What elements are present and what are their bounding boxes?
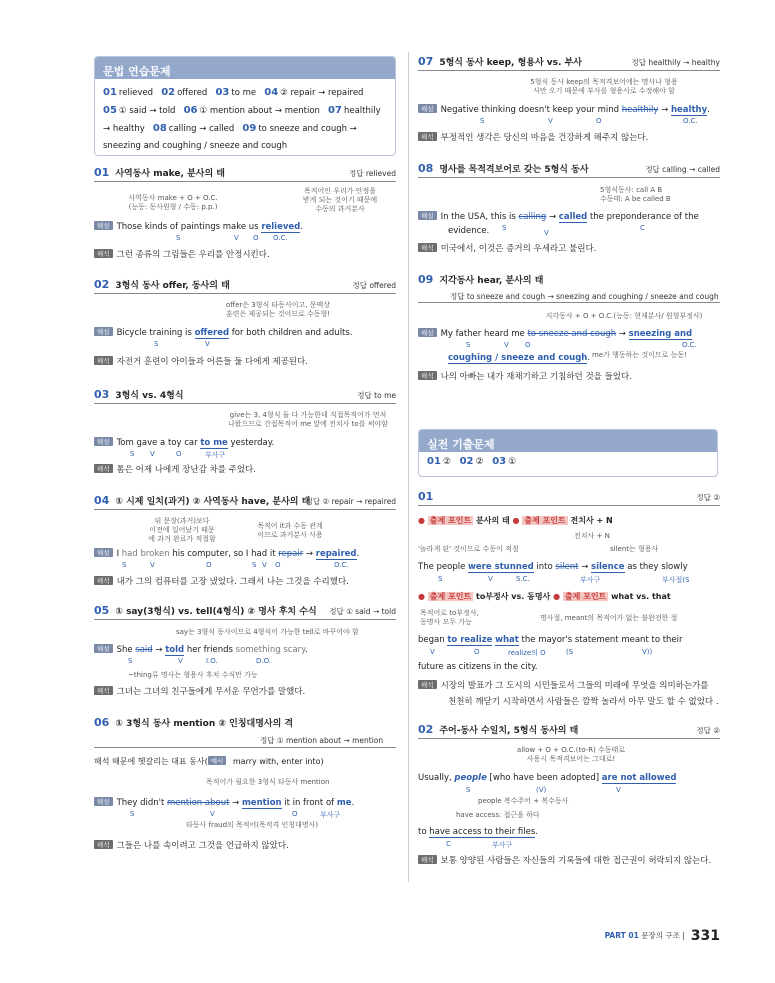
q03-answer: 정답 to me <box>357 391 396 400</box>
pin-icon: ● <box>418 592 425 601</box>
q04-translation: 해석 내가 그의 컴퓨터를 고장 냈었다. 그래서 나는 그것을 수리했다. <box>94 575 349 587</box>
practice-answers <box>95 79 395 156</box>
q03-note: give는 3, 4형식 둘 다 가능한데 직접목적어가 먼저 나왔으므로 간접목적어 me 앞에 전치사 to를 써야함 <box>228 411 388 428</box>
q01-note1: 사역동사 make + O + O.C. (능동: 동사원형 / 수동: p.p.) <box>128 194 218 211</box>
q06-rule <box>94 747 396 748</box>
q04-rule <box>94 509 396 510</box>
r02-note-b: people 복수주어 + 복수동사 <box>478 797 569 805</box>
q07-s: S <box>480 117 485 125</box>
q06-answer: 정답 ① mention about → mention <box>260 736 384 745</box>
q08-sentence: 해설 In the USA, this is calling → called the preponderance of the <box>418 211 699 222</box>
q09-v: V <box>504 341 509 349</box>
q04-s2: S <box>252 561 257 569</box>
q03-rule <box>94 403 396 404</box>
q04-oc: O.C. <box>334 561 349 569</box>
r01-points-a: ● 출제 포인트 분사의 태 ● 출제 포인트 전치사 + N <box>418 516 613 525</box>
q08-header: 08 명사를 목적격보어로 갖는 5형식 동사 정답 calling → called <box>418 162 720 175</box>
q05-answer: 정답 ① said → told <box>329 607 396 616</box>
q05-note: say는 3형식 동사이므로 4형식이 가능한 tell로 바꾸어야 함 <box>176 628 359 636</box>
r01-header: 01 정답 ② <box>418 490 720 503</box>
page-number: 331 <box>690 928 720 944</box>
practice-answers-line1: 01 relieved 02 offered 03 to me 04 ② repair → repaired <box>103 87 364 98</box>
q04-answer: 정답 ② repair → repaired <box>305 497 396 506</box>
r02-answer: 정답 ② <box>696 726 720 735</box>
r01-sentence3: future as citizens in the city. <box>418 662 538 672</box>
q06-translation: 해석 그들은 나를 속이려고 그것을 언급하지 않았다. <box>94 839 289 851</box>
r01-s2: (S <box>566 648 574 656</box>
q08-answer: 정답 calling → called <box>645 165 720 174</box>
q08-v: V <box>544 229 549 237</box>
column-divider <box>408 52 409 882</box>
q06-intro: 해석 때문에 헷갈리는 대표 동사( 예시 marry with, enter into) <box>94 757 324 766</box>
r02-v-paren: (V) <box>536 786 547 794</box>
r01-v2: V <box>430 648 435 656</box>
r01-o2: O <box>474 648 480 656</box>
q02-header: 02 3형식 동사 offer, 동사의 태 정답 offered <box>94 278 396 291</box>
q05-v: V <box>178 657 183 665</box>
q01-oc: O.C. <box>273 234 288 242</box>
q01-header: 01 사역동사 make, 분사의 태 정답 relieved <box>94 166 396 179</box>
r01-realize-o: realize의 O <box>508 649 546 657</box>
q02-s: S <box>154 340 159 348</box>
r02-adv: 부사구 <box>492 841 513 849</box>
q02-sentence: 해설 Bicycle training is offered for both children and adults. <box>94 327 353 338</box>
q09-sentence: 해설 My father heard me to sneeze and cough → sneezing and <box>418 328 692 339</box>
r01-sentence2: began to realize what the mayor's statement meant to their <box>418 635 683 645</box>
q05-sentence: 해설 She said → told her friends something scary. <box>94 644 308 655</box>
q07-rule <box>418 70 720 71</box>
q09-s: S <box>466 341 471 349</box>
q08-sentence-line2: evidence. <box>448 226 490 236</box>
q09-translation: 해석 나의 아빠는 내가 재채기하고 기침하던 것을 들었다. <box>418 370 632 382</box>
q09-rule <box>418 302 720 303</box>
practice-title: 문법 연습문제 <box>95 57 395 79</box>
q06-note-below: 타동사 fraud의 목적어(목적격 인칭대명사) <box>186 821 319 829</box>
pin-icon: ● <box>512 516 520 525</box>
r01-v3: V)) <box>642 648 653 656</box>
q04-v1: V <box>150 561 155 569</box>
r02-sentence2: to have access to their files. <box>418 827 538 837</box>
q02-translation: 해석 자전거 훈련이 아이들과 어른들 둘 다에게 제공된다. <box>94 355 308 367</box>
q04-o1: O <box>206 561 212 569</box>
q06-o: O <box>292 810 298 818</box>
r01-points-b: ● 출제 포인트 to부정사 vs. 동명사 ● 출제 포인트 what vs. that <box>418 592 671 601</box>
q02-note: offer은 3형식 타동사이고, 문맥상 훈련은 제공되는 것이므로 수동형! <box>225 301 331 318</box>
q07-v: V <box>548 117 553 125</box>
pin-icon: ● <box>418 516 425 525</box>
q02-rule <box>94 293 396 294</box>
q06-sentence: 해설 They didn't mention about → mention it in front of me. <box>94 797 354 808</box>
r02-c: C <box>446 840 451 848</box>
q07-answer: 정답 healthily → healthy <box>631 58 720 67</box>
q07-o: O <box>596 117 602 125</box>
r02-rule <box>418 738 720 739</box>
r01-adv: 부사구 <box>580 576 601 584</box>
q07-sentence: 해설 Negative thinking doesn't keep your mind healthily → healthy. <box>418 104 710 115</box>
q02-v: V <box>205 340 210 348</box>
r02-note-a: allow + O + O.C.(to-R) 수동태로 사용시 목적격보어는 그대로! <box>516 746 626 763</box>
q01-o: O <box>253 234 259 242</box>
r01-note-a: '놀라게 된' 것이므로 수동이 적절 <box>418 545 519 553</box>
q05-do: D.O. <box>256 657 272 665</box>
q01-sentence: 해설 Those kinds of paintings make us relieved. <box>94 221 303 232</box>
q01-rule <box>94 181 396 182</box>
q08-c: C <box>640 224 645 232</box>
q06-v: V <box>210 810 215 818</box>
practice-answer-box <box>94 56 396 156</box>
r01-advclause: 부사절(S <box>662 576 690 584</box>
r02-v: V <box>616 786 621 794</box>
q07-translation: 해석 부정적인 생각은 당신의 마음을 건강하게 해주지 않는다. <box>418 131 648 143</box>
real-exam-answers: 01 ② 02 ② 03 ① <box>427 456 517 467</box>
q04-header: 04 ① 시제 일치(과거) ② 사역동사 have, 분사의 태 정답 ② repair → repaired <box>94 494 396 507</box>
q01-s: S <box>176 234 181 242</box>
q05-io: I.O. <box>206 657 218 665</box>
practice-answers-line3: → healthy 08 calling → called 09 to sneeze and cough → <box>103 123 357 134</box>
q05-s: S <box>128 657 133 665</box>
r01-translation-1: 해석 시장의 발표가 그 도시의 시민들로서 그들의 미래에 무엇을 의미하는가를 <box>418 679 709 691</box>
q07-note: 5형식 동사 keep의 목적격보어에는 명사나 형용 사만 오기 때문에 부사를 형용사로 수정해야 함 <box>530 78 678 95</box>
q01-note2: 목적어인 우리가 안정을 받게 되는 것이기 때문에 수동의 과거분사 <box>302 187 378 213</box>
practice-answers-line2: 05 ① said → told 06 ① mention about → mention 07 healthily <box>103 105 381 116</box>
r02-sentence: Usually, people [who have been adopted] are not allowed <box>418 773 677 783</box>
q04-note2: 목적어 it과 수동 관계 이므로 과거분사 사용 <box>257 522 323 539</box>
q07-oc: O.C. <box>683 117 698 125</box>
q04-sentence: 해설 I had broken his computer, so I had it repair → repaired. <box>94 548 359 559</box>
r01-v: V <box>488 575 493 583</box>
r01-note-e: 명사절, meant의 목적어가 없는 불완전한 절 <box>540 614 678 622</box>
r02-s: S <box>466 786 471 794</box>
q06-adv: 부사구 <box>320 811 341 819</box>
q09-oc: O.C. <box>682 341 697 349</box>
r01-s: S <box>438 575 443 583</box>
q01-v: V <box>234 234 239 242</box>
real-exam-title: 실전 기출문제 <box>419 430 717 452</box>
q09-sentence-line2: coughing / sneeze and cough. <box>448 353 591 363</box>
r01-note-b: 전치사 + N <box>574 532 610 540</box>
r02-note-c: have access: 접근을 하다 <box>456 811 540 819</box>
q08-rule <box>418 177 720 178</box>
r01-sentence: The people were stunned into silent → silence as they slowly <box>418 562 688 572</box>
q09-note-side: me가 행동하는 것이므로 능동! <box>592 351 687 359</box>
q05-rule <box>94 619 396 620</box>
q06-note: 목적어가 필요한 3형식 타동사 mention <box>206 778 330 786</box>
r01-sc: S.C. <box>516 575 530 583</box>
r02-header: 02 주어-동사 수일치, 5형식 동사의 태 정답 ② <box>418 723 720 736</box>
q06-s: S <box>130 810 135 818</box>
r01-note-c: silent는 형용사 <box>610 545 659 553</box>
q04-note1: 뒤 문장(과거)보다 이전에 일어났기 때문 에 과거 완료가 적절함 <box>148 517 216 543</box>
practice-answers-line4: sneezing and coughing / sneeze and cough <box>103 141 288 151</box>
q09-header: 09 지각동사 hear, 분사의 태 <box>418 273 544 286</box>
q06-header: 06 ① 3형식 동사 mention ② 인칭대명사의 격 <box>94 716 294 729</box>
q07-header: 07 5형식 동사 keep, 형용사 vs. 부사 정답 healthily → healthy <box>418 55 720 68</box>
r01-answer: 정답 ② <box>696 493 720 502</box>
q03-header: 03 3형식 vs. 4형식 정답 to me <box>94 388 396 401</box>
q09-o: O <box>525 341 531 349</box>
q05-translation: 해석 그녀는 그녀의 친구들에게 무서운 무언가를 말했다. <box>94 685 305 697</box>
q08-translation: 해석 미국에서, 이것은 증거의 우세라고 불린다. <box>418 242 596 254</box>
pin-icon: ● <box>553 592 561 601</box>
r01-note-d: 목적어로 to부정사, 동명사 모두 가능 <box>420 609 479 626</box>
q03-v: V <box>150 450 155 458</box>
q01-translation: 해석 그런 종류의 그림들은 우리를 안정시킨다. <box>94 248 270 260</box>
q05-note-below: ~thing류 명사는 형용사 후치 수식만 가능 <box>128 671 258 679</box>
real-exam-box <box>418 429 718 477</box>
q03-translation: 해석 톰은 어제 나에게 장난감 차를 주었다. <box>94 463 256 475</box>
q01-answer: 정답 relieved <box>348 169 396 178</box>
q04-o2: O <box>275 561 281 569</box>
q08-note: 5형식동사: call A B 수동태: A be called B <box>600 186 671 203</box>
r01-rule <box>418 505 720 506</box>
q09-answer: 정답 to sneeze and cough → sneezing and coughing / sneeze and cough <box>450 292 719 301</box>
q04-v2: V <box>262 561 267 569</box>
q02-answer: 정답 offered <box>352 281 396 290</box>
q09-note: 지각동사 + O + O.C.(능동: 현재분사/ 원형부정사) <box>545 312 703 320</box>
r02-translation: 해석 보통 양양된 사람들은 자신들의 기록들에 대한 접근권이 허락되지 않는다. <box>418 854 711 866</box>
page-footer: PART 01 문장의 구조 | 331 <box>604 928 720 944</box>
q08-s: S <box>502 224 507 232</box>
q05-header: 05 ① say(3형식) vs. tell(4형식) ② 명사 후치 수식 정답 ① said → told <box>94 604 396 617</box>
q03-adv: 부사구 <box>205 451 226 459</box>
q03-o: O <box>176 450 182 458</box>
r01-translation-2: 천천히 깨닫기 시작하면서 사람들은 깜짝 놀라서 아무 말도 할 수 없었다 . <box>448 697 719 707</box>
q04-s1: S <box>122 561 127 569</box>
q03-sentence: 해설 Tom gave a toy car to me yesterday. <box>94 437 274 448</box>
q03-s: S <box>130 450 135 458</box>
